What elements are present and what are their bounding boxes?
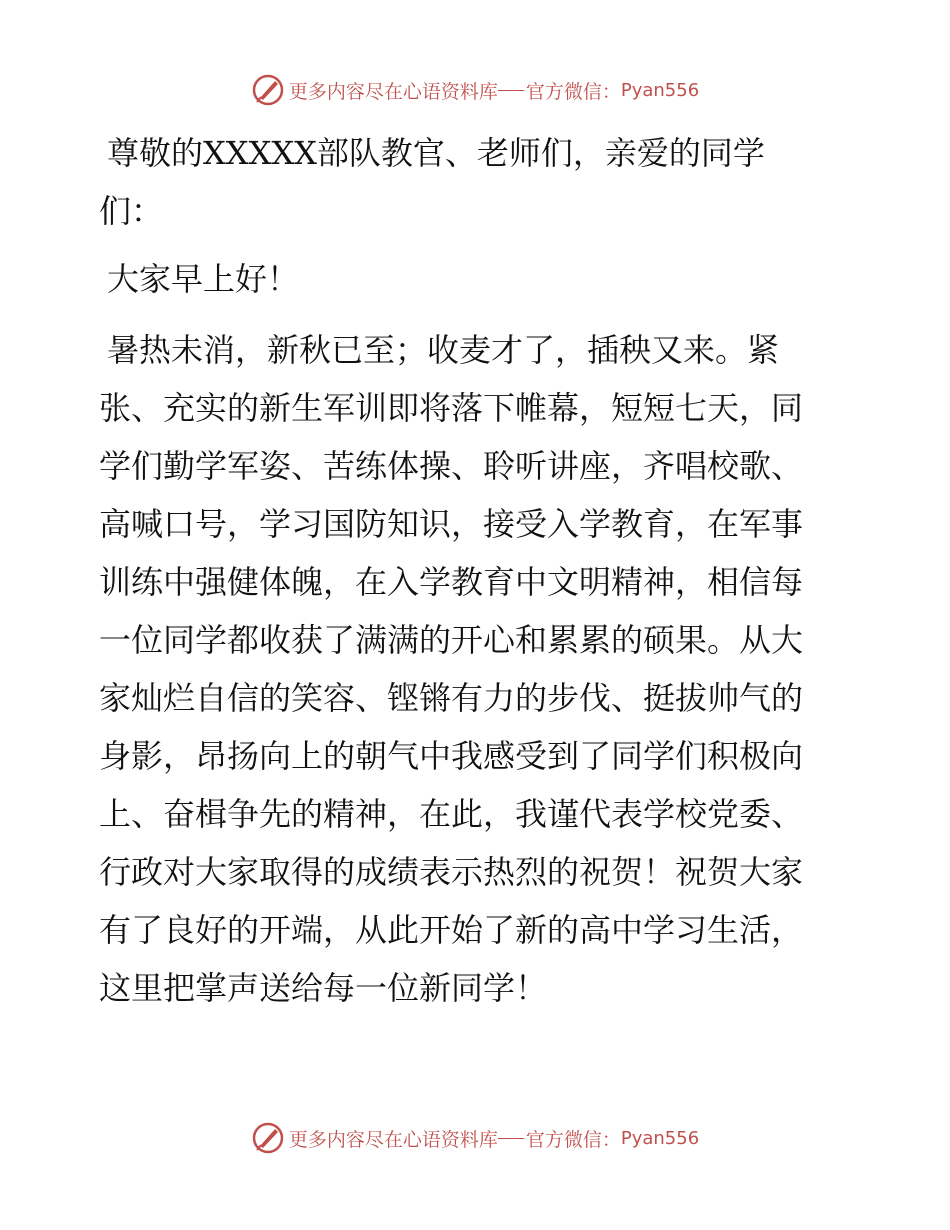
paragraph-line: 行政对大家取得的成绩表示热烈的祝贺！祝贺大家 [99, 853, 804, 891]
quill-pen-logo-icon [251, 73, 285, 107]
banner-separator [498, 90, 524, 91]
speech-paragraph [99, 321, 859, 1017]
paragraph-line: 这里把掌声送给每一位新同学！ [99, 969, 548, 1007]
paragraph-line: 高喊口号，学习国防知识，接受入学教育，在军事 [99, 505, 804, 543]
paragraph-line: 一位同学都收获了满满的开心和累累的硕果。从大 [99, 621, 804, 659]
document-body [99, 124, 859, 1017]
banner-text: 更多内容尽在心语资料库 [288, 80, 498, 103]
banner-contact-id: Pyan556 [620, 1127, 700, 1149]
banner-contact-label: 官方微信： [525, 1128, 621, 1151]
banner-contact-id: Pyan556 [620, 79, 700, 101]
banner-contact-label: 官方微信： [525, 80, 621, 103]
paragraph-line: 学们勤学军姿、苦练体操、聆听讲座，齐唱校歌、 [99, 447, 804, 485]
quill-pen-logo-icon [251, 1121, 285, 1155]
paragraph-line: 有了良好的开端，从此开始了新的高中学习生活， [99, 911, 804, 949]
salutation [99, 124, 859, 240]
paragraph-line: 暑热未消，新秋已至；收麦才了，插秧又来。紧 [107, 331, 780, 369]
paragraph-line: 张、充实的新生军训即将落下帷幕，短短七天，同 [99, 389, 804, 427]
paragraph-line: 上、奋楫争先的精神，在此，我谨代表学校党委、 [99, 795, 804, 833]
salutation-line-2: 们： [99, 192, 164, 230]
banner-separator [498, 1138, 524, 1139]
header-watermark [0, 68, 950, 112]
paragraph-line: 训练中强健体魄，在入学教育中文明精神，相信每 [99, 563, 804, 601]
paragraph-line: 家灿烂自信的笑容、铿锵有力的步伐、挺拔帅气的 [99, 679, 804, 717]
greeting: 大家早上好！ [107, 260, 300, 298]
paragraph-line: 身影，昂扬向上的朝气中我感受到了同学们积极向 [99, 737, 804, 775]
footer-watermark [0, 1116, 950, 1160]
banner-text: 更多内容尽在心语资料库 [288, 1128, 498, 1151]
salutation-line-1: 尊敬的XXXXX部队教官、老师们，亲爱的同学 [107, 134, 765, 172]
